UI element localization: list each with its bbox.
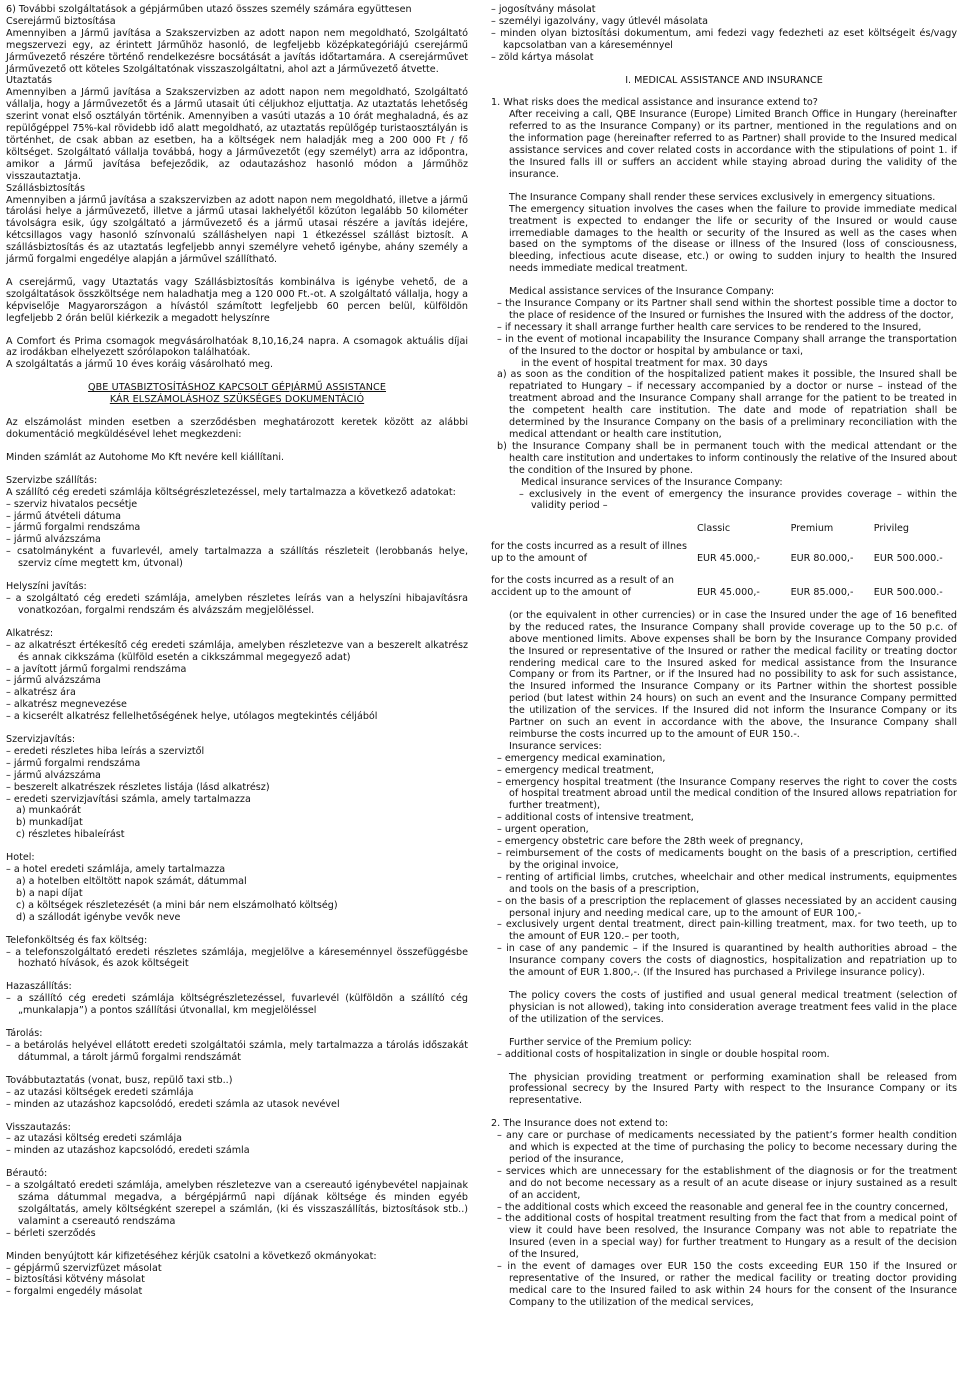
list-item: – jogosítvány másolat [491, 4, 596, 15]
list-item: – minden olyan biztosítási dokumentum, ami fedezi vagy fedezheti az eset költségeit és/vagy kapcsolatban van a káreseménnyel [491, 27, 957, 51]
list-item: – in the event of motional incapability the Insurance Company shall arrange the transportation of the Insured to the doctor or hospital by ambulance or taxi, [497, 333, 957, 357]
list-item: – if necessary it shall arrange further health care services to be rendered to the Insured, [497, 321, 922, 333]
list-item: – on the basis of a prescription the replacement of glasses necessiated by an accident causing personal injury and needing medical care, up to the amount of EUR 100,- [497, 895, 957, 919]
sub-list-item: d) a szállodát igénybe vevők neve [16, 911, 181, 923]
list-item: – az utazási költség eredeti számlája [6, 1133, 183, 1145]
col-premium: Premium [790, 523, 834, 535]
list-item: – a szállító cég eredeti számlája költségrészletezéssel, fuvarlevél (külföldön a szállító cég „munkalapja”) a pontos szállítási útvonallal, km megjelöléssel [6, 993, 468, 1017]
list-item: – zöld kártya másolat [491, 51, 594, 63]
invoice-note: Minden számlát az Autohome Mo Kft nevére kell kiállítani. [6, 451, 285, 463]
accident-classic: EUR 45.000,- [696, 586, 760, 598]
list-item: – jármű alvázszáma [6, 534, 101, 546]
professional-secrecy-text: The physician providing treatment or performing examination shall be released from professional secrecy by the Insured Party with respect to the Insurance Company or its representative. [509, 1071, 957, 1107]
onsite-repair-title: Helyszíni javítás: [6, 581, 87, 593]
list-item: – a kicserélt alkatrész fellelhetőségének helye, utólagos megtekintés céljából [6, 711, 378, 723]
assistance-services-title: Medical assistance services of the Insurance Company: [509, 286, 775, 298]
list-item: – az utazási költségek eredeti számlája [6, 1086, 194, 1098]
list-item: – az alkatrészt értékesítő cég eredeti számlája, amelyben részletezve van a beszerelt alkatrész és annak cikkszáma (külföld esetén a cikkszámmal megegyező adat) [6, 639, 468, 663]
medical-heading: I. MEDICAL ASSISTANCE AND INSURANCE [625, 74, 823, 86]
section-6-title: 6) További szolgáltatások a gépjárműben utazó összes személy számára együttesen [6, 4, 412, 15]
towing-title: Szervizbe szállítás: [6, 474, 98, 486]
accommodation-title: Szállásbiztosítás [6, 182, 85, 194]
illness-premium: EUR 80.000,- [790, 553, 854, 565]
list-item: – additional costs of intensive treatment, [497, 812, 694, 824]
list-item: – emergency obstetric care before the 28th week of pregnancy, [497, 836, 804, 848]
list-item: – the additional costs of hospital treatment resulting from the fact that from a medical point of view it could have been resolved, the Insurance Company was not able to repatriate the Insured (even in a special way) for further treatment to Hungary as a result of the decision of the Insured, [497, 1213, 957, 1261]
insurance-services-title: Medical insurance services of the Insurance Company: [521, 476, 783, 488]
towing-intro: A szállító cég eredeti számlája költségrészletezéssel, mely tartalmazza a következő adatokat: [6, 486, 456, 498]
list-item: – exclusively in the event of emergency the insurance provides coverage – within the validity period – [519, 488, 957, 512]
list-item: – services which are unnecessary for the establishment of the diagnosis or for the treatment and do not become necessary as a result of an acute disease or injury sustained as a result of an accident, [497, 1165, 957, 1201]
list-item: – gépjármű szervizfüzet másolat [6, 1262, 162, 1274]
packages-text: A Comfort és Prima csomagok megvásárolhatóak 8,10,16,24 napra. A csomagok aktuális díjai az irodákban elhelyezett szórólapokon találhatóak. [6, 335, 468, 359]
transport-text: Amennyiben a Jármű javítása a Szakszervizben az adott napon nem megoldható, Szolgáltató vállalja, hogy a Járművezetőt és a Jármű utasait úti céljukhoz eljuttatja. Az utaztatás lehetőség szerint vonat első osztályán történik. Amennyiben a vasúti utazás a 10 órát meghaladná, és az repülőgéppel 75%-kal rövidebb idő alatt megoldható, az utaztatás repülőgép turistaosztályán is történhet, de csak abban az esetben, ha a költségek nem haladják meg a 200 000 Ft / fő költséget. Szolgáltató vállalja továbbá, hogy a Járművezetőt (egy személyt) arra az időpontra, amikor a Jármű javítása befejeződik, az odautazáshoz hasonló módon a Járműhöz visszautaztatja. [6, 87, 468, 182]
illness-privileg: EUR 500.000.- [873, 553, 943, 565]
sub-list-item: a) a hotelben eltöltött napok számát, dátummal [16, 876, 247, 887]
return-travel-title: Visszautazás: [6, 1121, 71, 1133]
phone-fax-title: Telefonköltség és fax költség: [6, 934, 148, 946]
service-repair-title: Szervizjavítás: [6, 734, 76, 746]
vehicle-age-text: A szolgáltatás a jármű 10 éves koráig vásárolható meg. [6, 359, 274, 371]
list-item: – jármű alvázszáma [6, 769, 101, 781]
list-item: – reimbursement of the costs of medicaments bought on the basis of a prescription, certified by the original invoice, [497, 848, 957, 871]
list-item: – renting of artificial limbs, crutches, wheelchair and other medical instruments, equipmentes and tools on the basis of a prescription, [497, 871, 957, 895]
list-item: – in the event of damages over EUR 150 the costs exceeding EUR 150 if the Insured or representative of the Insured, or rather the medical facility or treating doctor providing medical care to the Insured failed to ask within 24 hours for the consent of the Insurance Company to the utilization of the medical services, [497, 1261, 957, 1308]
left-column [6, 4, 468, 1298]
sub-list-item: c) a költségek részletezését (a mini bár nem elszámolható költség) [16, 899, 338, 911]
list-item: – urgent operation, [497, 824, 589, 836]
list-item: – beszerelt alkatrészek részletes listája (lásd alkatrész) [6, 781, 270, 793]
list-item: – bérleti szerződés [6, 1227, 96, 1239]
hotel-title: Hotel: [6, 852, 35, 864]
list-item: – the Insurance Company or its Partner shall send within the shortest possible time a doctor to the place of residence of the Insured or furnishes the Insured with the address of the doctor, [497, 298, 957, 321]
list-item: – szerviz hivatalos pecsétje [6, 498, 138, 510]
accommodation-text: Amennyiben a jármű javítása a szakszervizben az adott napon nem megoldható, illetve a jármű tárolási helye a járművezető, illetve a jármű utasai lakhelyétől közúton legalább 50 kilométer távolságra esik, úgy szolgáltató a járművezető és a jármű utasai részére a javítás idejére, kétcsillagos vagy hasonló színvonalú szálláshelyen napi 1 étkezéssel szállást biztosít. A szállásbiztosítás és az utaztatás legfeljebb annyi személyre vehető igénybe, ahány személy a jármű forgalmi engedélye alapján a járművel szállítható. [6, 194, 468, 266]
coverage-header-row [491, 523, 957, 535]
emergency-only-text: The Insurance Company shall render these services exclusively in emergency situations. [509, 191, 936, 203]
repatriation-item-a: a) as soon as the condition of the hospitalized patient makes it possible, the Insured shall be repatriated to Hungary – if necessary accompanied by a doctor or nurse – instead of the treatment abroad and the Insurance Company shall arrange for the patient to be treated in the competent health care institution. The date and mode of repatriation shall be determined by the Insurance Company on the basis of a preliminary reconciliation with the medical attendant or health care institution, [497, 369, 957, 440]
accident-premium: EUR 85.000,- [790, 586, 854, 598]
question-1: 1. What risks does the medical assistance and insurance extend to? [491, 97, 818, 109]
list-item: – emergency medical examination, [497, 752, 666, 764]
list-item: – alkatrész ára [6, 687, 76, 699]
sub-list-item: c) részletes hibaleírást [16, 829, 125, 841]
list-item: – a javított jármű forgalmi rendszáma [6, 663, 187, 675]
coverage-row-accident [491, 575, 957, 599]
list-item: – jármű alvázszáma [6, 675, 101, 687]
documents-intro: Minden benyújtott kár kifizetéséhez kérjük csatolni a következő okmányokat: [6, 1250, 377, 1262]
list-item: – minden az utazáshoz kapcsolódó, eredeti számla az utasok nevével [6, 1098, 340, 1110]
rental-car-title: Bérautó: [6, 1168, 48, 1180]
accident-privileg: EUR 500.000.- [873, 586, 943, 598]
list-item: – exclusively urgent dental treatment, direct pain-killing treatment, max. for two teeth, up to the amount of EUR 120.– per tooth, [497, 919, 957, 943]
list-item: – forgalmi engedély másolat [6, 1286, 143, 1298]
transport-title: Utaztatás [6, 75, 52, 87]
repatriation-title: Hazaszállítás: [6, 981, 72, 993]
qbe-heading-1: QBE UTASBIZTOSÍTÁSHOZ KAPCSOLT GÉPJÁRMŰ ASSISTANCE [87, 382, 387, 394]
coverage-conditions-text: (or the equivalent in other currencies) or in case the Insured under the age of 16 benefited by the reduced rates, the Insurance Company shall provide coverage up to the 50 p.c. of above mentioned limits. Above expenses shall be born by the Insurance Company provided the Insured or representative of the Insured or rather the medical facility or treating doctor rendering medical care to the Insured asked for medical assistance from the Insurance Company or from its Partner, or if the Insured had no possibility to ask for such assistance, the Insured informed the Insurance Company or its Partner within the shortest possible period (but latest within 24 hours) on such an event and the Insurance Company permitted the utilization of the services. If the Insured did not inform the Insurance Company or its Partner on such an event in accordance with the above, the Insurance Company shall reimburse the costs incurred up to the amount of EUR 150.-. [509, 609, 957, 740]
insurance-services-list-title: Insurance services: [509, 740, 602, 752]
policy-covers-text: The policy covers the costs of justified and usual general medical treatment (selection of physician is not allowed), taking into consideration average treatment fees valid in the place of the utilization of the services. [509, 989, 957, 1025]
replacement-vehicle-title: Cserejármű biztosítása [6, 15, 116, 27]
list-item: – csatolmányként a fuvarlevél, amely tartalmazza a szállítás részleteit (lerobbanás helye, szerviz címe megtett km, útvonal) [6, 546, 468, 570]
list-item: – a szolgáltató eredeti számlája, amelyben részletezve van a csereautó igénybevétel napjainak száma dátummal megadva, a bérgépjármű napi díjának költsége és minden egyéb szolgáltatás, amely költségként szerepel a számlán, (ki és visszaszállítás, biztosítások stb..) valamint a csereautó rendszáma [6, 1180, 468, 1227]
list-item: – alkatrész megnevezése [6, 699, 127, 711]
list-item: – additional costs of hospitalization in single or double hospital room. [497, 1048, 830, 1060]
list-item: – a telefonszolgáltató eredeti részletes számlája, megjelölve a káreseménnyel összefüggésbe hozható hívások, és azok költségeit [6, 946, 468, 970]
question-2: 2. The Insurance does not extend to: [491, 1118, 669, 1130]
coverage-table [491, 523, 957, 599]
list-item: – minden az utazáshoz kapcsolódó, eredeti számla [6, 1145, 250, 1157]
col-classic: Classic [696, 523, 731, 535]
coverage-row-illness [491, 541, 957, 565]
list-item: – any care or purchase of medicaments necessiated by the patient’s former health condition and which is expected at the time of purchasing the policy to become necessary during the period of the insurance, [497, 1130, 957, 1165]
storage-title: Tárolás: [6, 1028, 43, 1040]
col-privileg: Privileg [873, 523, 909, 535]
list-item: – a betárolás helyével ellátott eredeti szolgáltatói számla, mely tartalmazza a tárolás időszakát dátummal, a tárolt jármű forgalmi rendszámát [6, 1039, 468, 1063]
list-item: – jármű forgalmi rendszáma [6, 522, 141, 534]
sub-list-item: b) munkadíjat [16, 817, 83, 829]
onward-travel-title: Továbbutaztatás (vonat, busz, repülő taxi stb..) [6, 1074, 233, 1086]
list-item: – személyi igazolvány, vagy útlevél másolata [491, 15, 709, 27]
right-column [491, 4, 957, 1309]
list-item: – emergency medical treatment, [497, 764, 654, 776]
contact-item-b: b) the Insurance Company shall be in permanent touch with the medical attendant or the health care institution and undertakes to inform continously the relative of the Insured about the condition of the Insured by phone. [497, 440, 957, 476]
risk-extent-text: After receiving a call, QBE Insurance (Europe) Limited Branch Office in Hungary (hereinafter referred to as the Insurance Company) or its partner, mentioned in the regulations and on the information page (hereinafter referred to as Partner) shall provide to the Insured medical assistance services and cover related costs in accordance with the stipulations of point 1. if the Insured falls ill or suffers an accident while staying abroad during the validity of the insurance. [509, 109, 957, 180]
sub-list-item: a) munkaórát [16, 805, 81, 817]
list-item: – in case of any pandemic – if the Insured is quarantined by health authorities abroad – the Insurance company covers the costs of diagnostics, hospitalization and repatriation up to the amount of EUR 1.800,-. (If the Insured has purchased a Privilege insurance policy). [497, 943, 957, 979]
list-item: – a hotel eredeti számlája, amely tartalmazza [6, 864, 226, 876]
list-item: – eredeti szervizjavítási számla, amely tartalmazza [6, 793, 251, 805]
replacement-vehicle-text: Amennyiben a Jármű javítása a Szakszervizben az adott napon nem megoldható, Szolgáltató megszervezi egy, az érintett Járműhöz hasonló, de legfeljebb középkategóriájú cserejármű Járművezető részére történő rendelkezésre bocsátását a javítás időtartamára. A cserejárművet Járművezető ott köteles Szolgáltatónak visszaszolgáltatni, ahol azt a Járművezető átvette. [6, 27, 468, 75]
combined-services-text: A cserejármű, vagy Utaztatás vagy Szállásbiztosítás kombinálva is igénybe vehető, de a szolgáltatások összköltsége nem haladhatja meg a 120 000 Ft.-ot. A szolgáltató vállalja, hogy a képviselője Magyarországon a hívástól számított legfeljebb 60 percen belül, külföldön legfeljebb 2 órán belül kiérkezik a megadott helyszínre [6, 276, 468, 324]
settlement-intro: Az elszámolást minden esetben a szerződésben meghatározott keretek között az alábbi dokumentáció megküldésével lehet megkezdeni: [6, 417, 468, 440]
list-item: – eredeti részletes hiba leírás a szerviztől [6, 745, 205, 757]
parts-title: Alkatrész: [6, 627, 54, 639]
hospital-treatment-note: in the event of hospital treatment for max. 30 days [521, 357, 768, 369]
emergency-definition-text: The emergency situation involves the cases when the failure to provide immediate medical treatment is expected to endanger the life or security of the Insured or would cause irremediable damages to the health or security of the Insured as well as the cases when based on the symptoms of the disease or illness of the Insured (loss of consciousness, bleeding, infectious acute disease, etc.) or owing to sudden injury to health the Insured needs immediate medical treatment. [509, 203, 957, 275]
list-item: – biztosítási kötvény másolat [6, 1274, 145, 1286]
list-item: – jármű forgalmi rendszáma [6, 757, 141, 769]
qbe-heading-2: KÁR ELSZÁMOLÁSHOZ SZÜKSÉGES DOKUMENTÁCIÓ [109, 394, 365, 406]
illness-classic: EUR 45.000,- [696, 553, 760, 565]
premium-further-service-title: Further service of the Premium policy: [509, 1036, 692, 1048]
accident-label: for the costs incurred as a result of an accident up to the amount of [491, 575, 674, 598]
sub-list-item: b) a napi díjat [16, 887, 83, 899]
illness-label: for the costs incurred as a result of illnes up to the amount of [491, 541, 687, 565]
list-item: – a szolgáltató cég eredeti számlája, amelyben részletes leírás van a helyszíni hibajavításra vonatkozóan, forgalmi rendszám és alvázszám megjelöléssel. [6, 592, 468, 616]
list-item: – emergency hospital treatment (the Insurance Company reserves the right to cover the costs of hospital treatment abroad until the medical condition of the Insured allows repatriation for further treatment), [497, 776, 957, 812]
list-item: – the additional costs which exceed the reasonable and general fee in the country concerned, [497, 1201, 949, 1213]
list-item: – jármű átvételi dátuma [6, 510, 121, 522]
